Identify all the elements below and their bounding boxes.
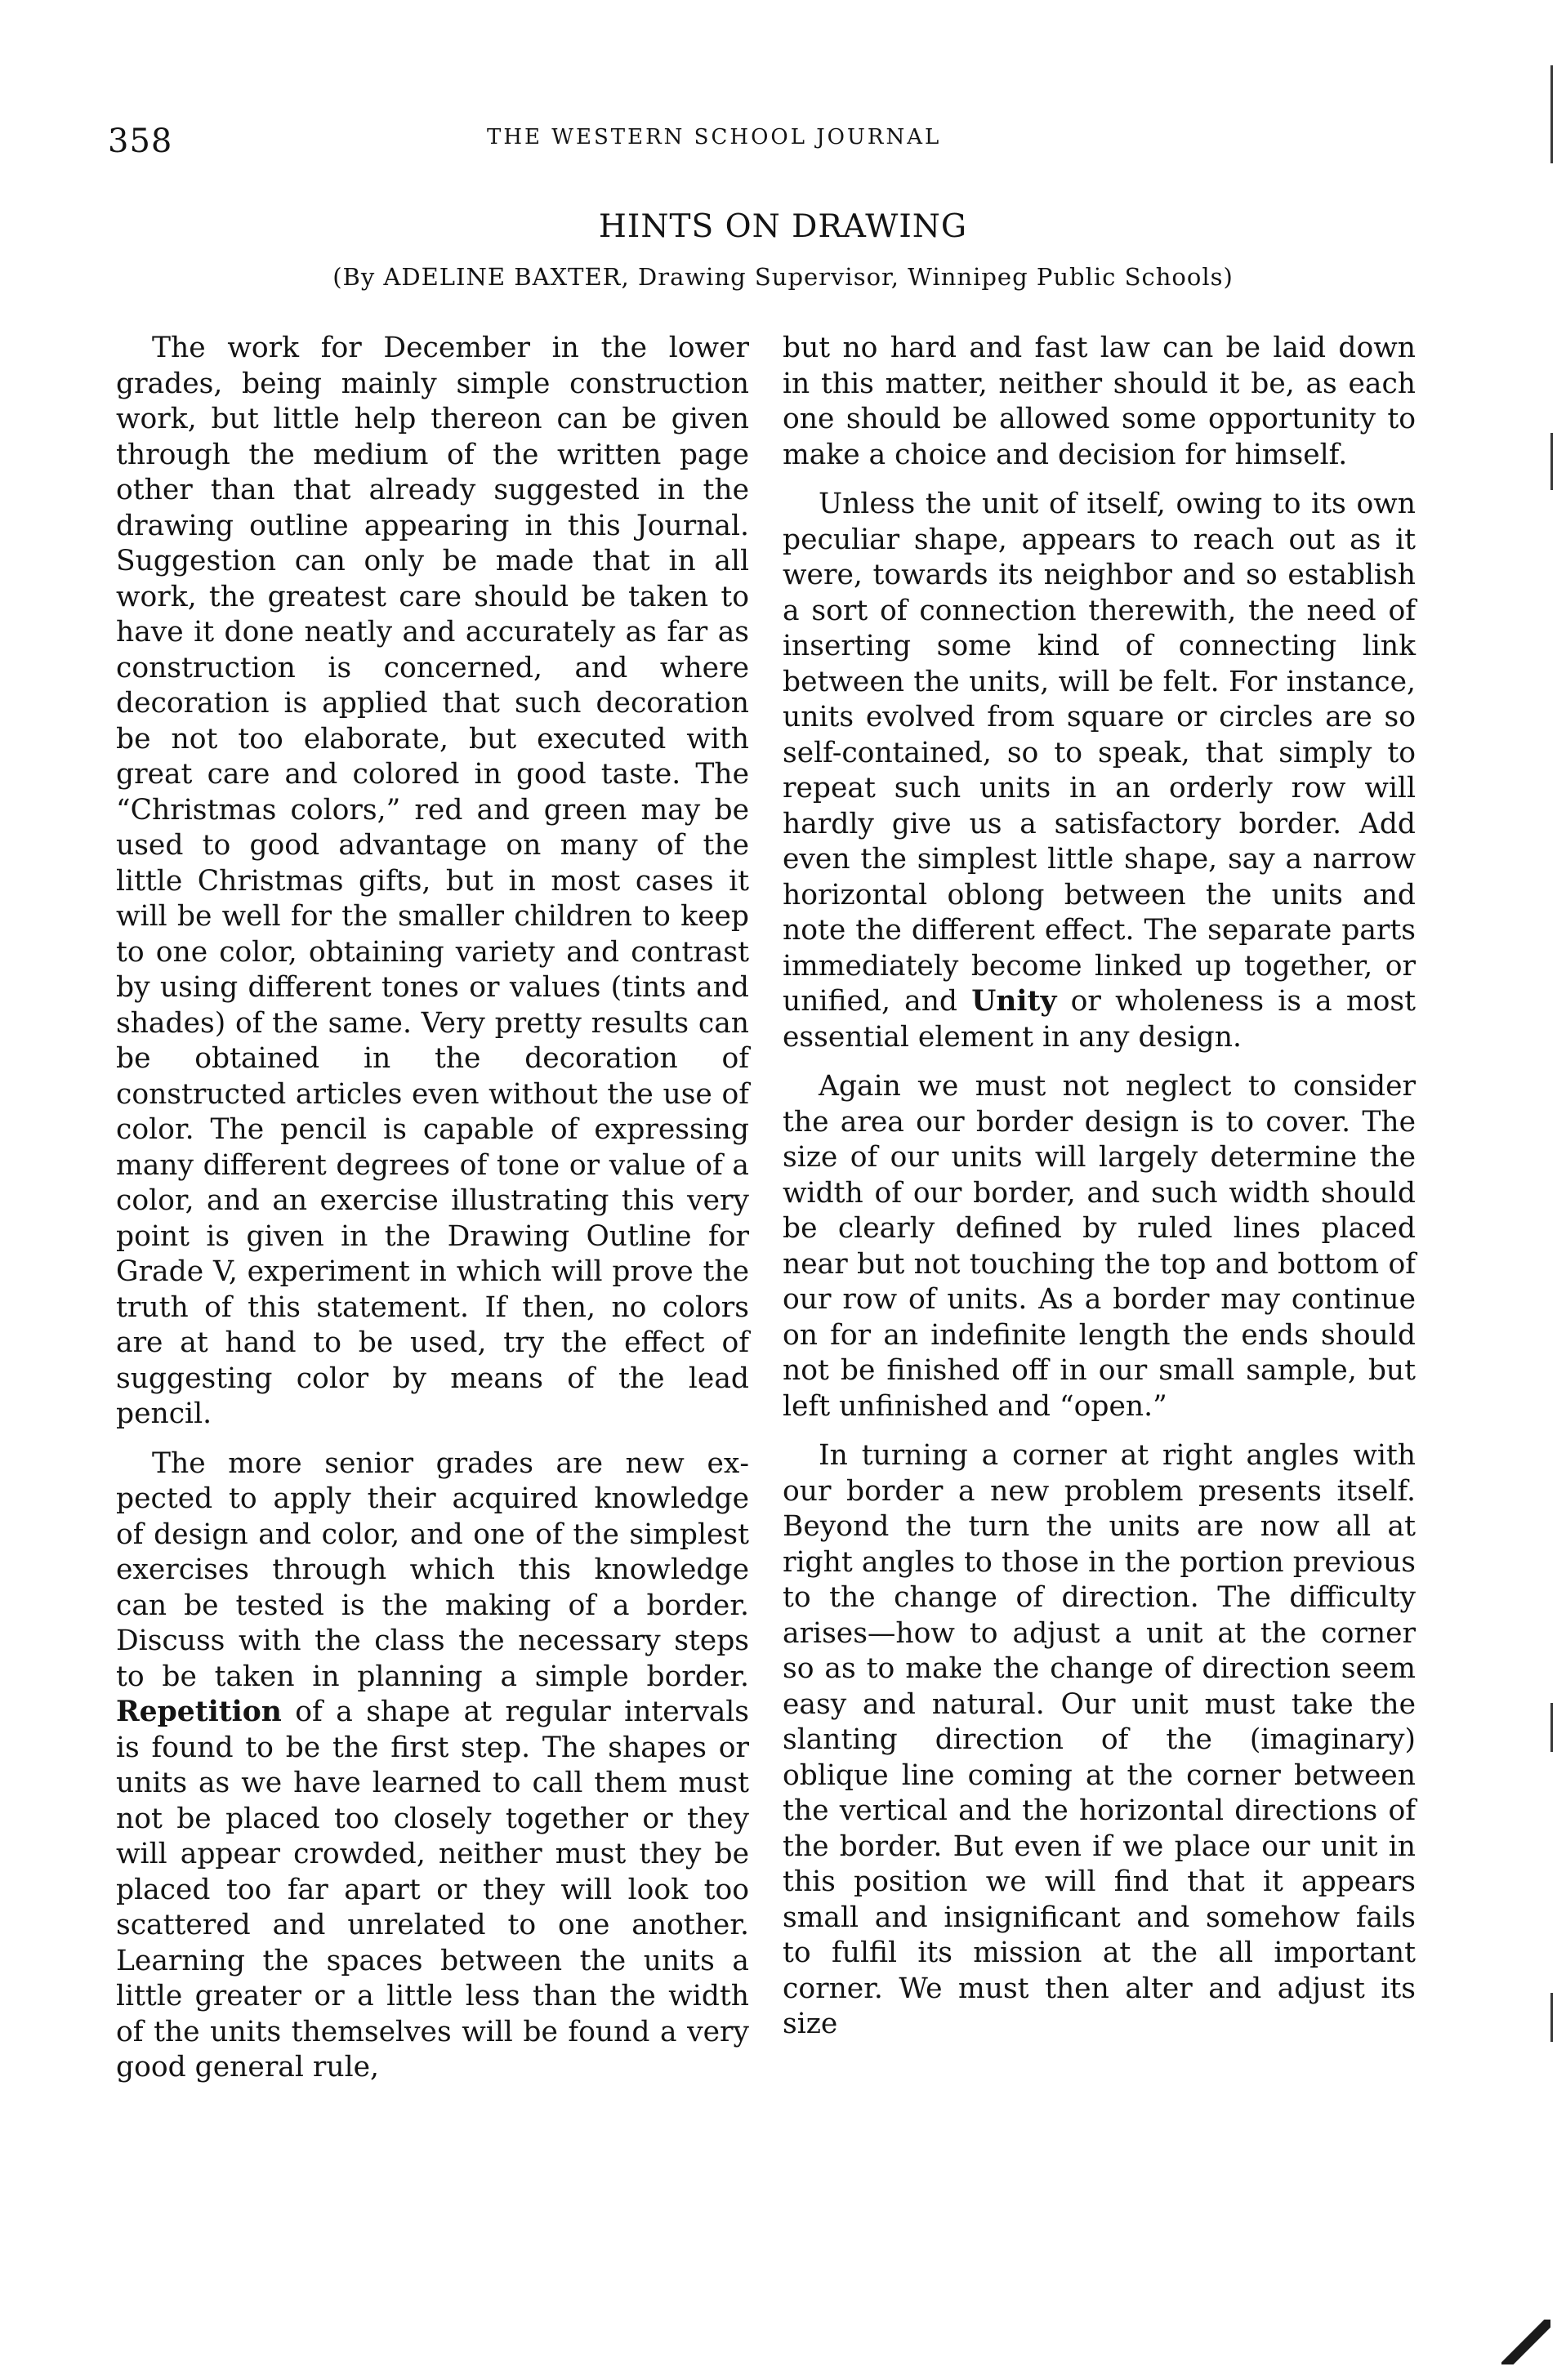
paragraph-corner: In turning a corner at right angles with our border a new problem presents itself. Beyond the turn the units are now all at right angles to those in the portion previous to the change of direction. The difficulty arises—how to adjust a unit at the corner so as to make the change of direction seem easy and natural. Our unit must take the slanting direction of the (imaginary) oblique line coming at the corner between the vertical and the horizontal directions of the border. But even if we place our unit in this position we will find that it appears small and insignificant and somehow fails to fulfil its mission at the all important corner. We must then alter and adjust its size [783, 1439, 1416, 2040]
paragraph-unity-start: Unless the unit of itself, owing to its own peculiar shape, appears to reach out as it were, towards its neighbor and so establish a sort of connection therewith, the need of inserting some kind of connecting link between the units, will be felt. For instance, units evolved from square or circles are so self-contained, so to speak, that simply to repeat such units in an orderly row will hardly give us a satisfactory border. Add even the simplest little shape, say a narrow horizontal oblong between the units and note the different effect. The separate parts immediately become linked up together, or unified, and [783, 488, 1416, 1018]
paragraph-intro: The work for December in the lower grades, being mainly simple construction work, but little help thereon can be given through the medium of the written page other than that already suggested in the drawing outline appearing in this Journal. Suggestion can only be made that in all work, the greatest care should be taken to have it done neatly and accurately as far as construction is concerned, and where decoration is applied that such decoration be not too elaborate, but executed with great care and colored in good taste. The “Christmas colors,” red and green may be used to good advantage on many of the little Christmas gifts, but in most cases it will be well for the smaller children to keep to one color, obtaining variety and contrast by using different tones or values (tints and shades) of the same. Very pretty results can be obtained in the decoration of constructed articles even without the use of color. The pencil is capable of expressing many different degrees of tone or value of a color, and an exercise illustrating this very point is given in the Drawing Outline for Grade V, experiment in which will prove the truth of this statement. If then, no colors are at hand to be used, try the effect of suggesting color by means of the lead pencil. [116, 332, 749, 1430]
left-column [116, 331, 749, 2100]
term-repetition: Repetition [116, 1696, 282, 1728]
scan-edge-mark [1550, 433, 1553, 490]
scan-edge-mark [1550, 65, 1553, 163]
paragraph-unity [783, 487, 1416, 1055]
term-unity: Unity [971, 985, 1057, 1018]
right-column [783, 331, 1416, 2057]
paragraph-border-start: The more senior grades are new expected to apply their acquired knowledge of design and color, and one of the simplest exercises through which this knowledge can be tested is the making of a border. Discuss with the class the necessary steps to be taken in planning a simple border. [116, 1446, 749, 1693]
paragraph-area: Again we must not neglect to consider the area our border design is to cover. The size of our units will largely determine the width of our border, and such width should be clearly defined by ruled lines placed near but not touching the top and bottom of our row of units. As a border may continue on for an indefinite length the ends should not be finished off in our small sample, but left unfinished and “open.” [783, 1070, 1416, 1423]
byline-suffix: , Drawing Supervisor, Winnipeg Public Schools) [621, 263, 1234, 291]
paragraph-unity-end: or wholeness is a most essential element in any design. [783, 985, 1416, 1054]
scan-edge-mark [1550, 1703, 1553, 1752]
article-title: HINTS ON DRAWING [598, 208, 968, 245]
page-number: 358 [108, 123, 173, 160]
byline-author: ADELINE BAXTER [383, 263, 622, 291]
running-head: THE WESTERN SCHOOL JOURNAL [487, 125, 942, 149]
scan-edge-mark [1550, 1993, 1553, 2042]
paragraph-border-end: of a shape at regular intervals is found to be the first step. The shapes or units as we have learned to call them must not be placed too closely together or they will appear crowded, neither must they be placed too far apart or they will look too scattered and unrelated to one another. Learning the spaces between the units a little greater or a little less than the width of the units themselves will be found a very good general rule, [116, 1696, 749, 2084]
paragraph-continued: but no hard and fast law can be laid down in this matter, neither should it be, as each one should be allowed some opportunity to make a choice and decision for himself. [783, 332, 1416, 471]
paragraph-border [116, 1446, 749, 2086]
byline-prefix: (By [332, 263, 384, 291]
byline [0, 263, 1566, 291]
page-curl-mark [1501, 2320, 1550, 2364]
